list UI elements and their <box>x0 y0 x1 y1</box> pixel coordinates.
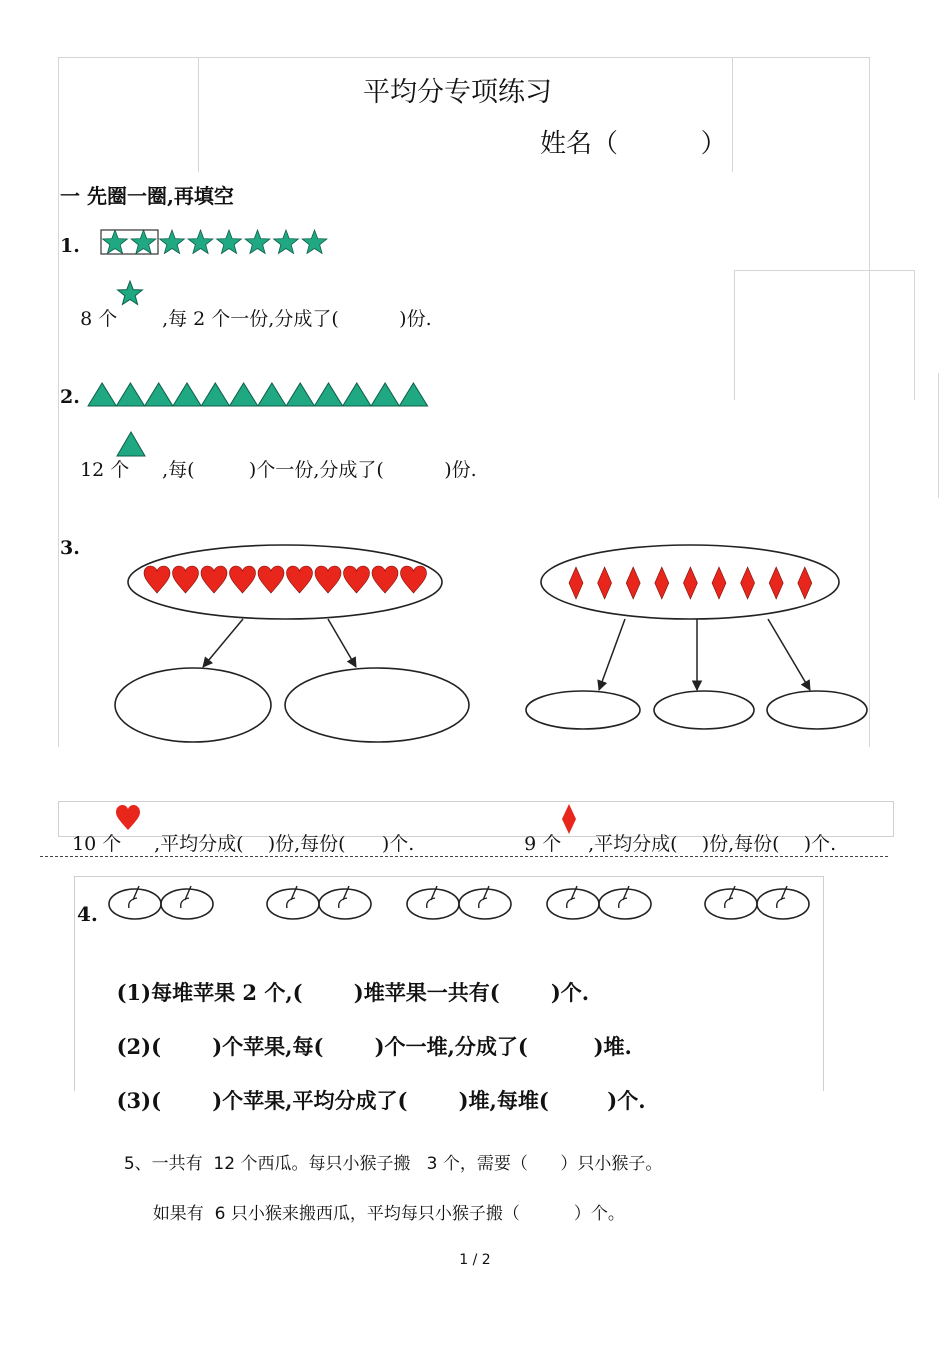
q4-l3-b: )个苹果,平均分成了( <box>212 1088 408 1113</box>
q3-left-b: )份,每份( <box>267 833 346 855</box>
heart-icon <box>230 566 256 593</box>
q3-diamonds-group <box>569 567 812 599</box>
q3-left-a: ,平均分成( <box>154 833 244 855</box>
q4-l2-d: )堆. <box>593 1034 632 1059</box>
q3-right-c: )个. <box>803 833 837 855</box>
apple-icon <box>109 889 161 919</box>
apple-icon <box>757 889 809 919</box>
q1-text-a: ,每 2 个一份,分成了( <box>162 308 339 330</box>
name-close: ） <box>700 129 727 159</box>
diamond-icon <box>798 567 812 599</box>
q4-l3-d: )个. <box>607 1088 646 1113</box>
apple-icon <box>705 889 757 919</box>
q3-answer-ellipse-2 <box>285 668 469 742</box>
diamond-icon <box>569 567 583 599</box>
q1-number: 1. <box>60 235 80 257</box>
q3-left-count: 10 个 <box>72 833 122 855</box>
page-title: 平均分专项练习 <box>363 77 552 108</box>
q2-text-c: )份. <box>444 459 477 481</box>
q3-arrow-left-1 <box>203 619 243 667</box>
diamond-icon <box>683 567 697 599</box>
q1-text-b: )份. <box>399 308 432 330</box>
q4-l3-a: (3)( <box>116 1088 162 1113</box>
q3-answer-ellipse-5 <box>767 691 867 729</box>
q4-apples-row <box>100 880 820 925</box>
heart-icon <box>201 566 227 593</box>
diamond-icon <box>769 567 783 599</box>
q3-answer-ellipse-4 <box>654 691 754 729</box>
q2-text-b: )个一份,分成了( <box>248 459 384 481</box>
heart-icon <box>144 566 170 593</box>
q4-l2-a: (2)( <box>116 1034 162 1059</box>
apple-icon <box>459 889 511 919</box>
heart-icon <box>401 566 427 593</box>
name-label: 姓名（ <box>540 129 619 159</box>
q3-hearts-ellipse <box>128 545 442 619</box>
heart-icon <box>258 566 284 593</box>
q5-line2-b: ）个。 <box>573 1204 625 1224</box>
heart-icon <box>315 566 341 593</box>
q3-answer-ellipse-3 <box>526 691 640 729</box>
q2-number: 2. <box>60 386 80 408</box>
q4-l1-a: (1)每堆苹果 2 个,( <box>116 980 303 1005</box>
q3-heart-icon <box>116 805 140 831</box>
page-number: 1 / 2 <box>459 1252 491 1268</box>
divider-dashed <box>40 856 888 857</box>
q4-number: 4. <box>77 902 98 926</box>
q4-l2-c: )个一堆,分成了( <box>374 1034 528 1059</box>
q3-arrow-left-2 <box>328 619 356 667</box>
apple-icon <box>319 889 371 919</box>
q2-text-a: ,每( <box>162 459 195 481</box>
q3-right-b: )份,每份( <box>701 833 780 855</box>
section-heading: 一 先圈一圈,再填空 <box>60 184 234 208</box>
q4-l1-c: )个. <box>550 980 590 1005</box>
diamond-icon <box>741 567 755 599</box>
apple-icon <box>547 889 599 919</box>
q1-count: 8 个 <box>80 308 118 330</box>
q3-answer-ellipse-1 <box>115 668 271 742</box>
heart-icon <box>287 566 313 593</box>
apple-icon <box>161 889 213 919</box>
apple-icon <box>407 889 459 919</box>
q3-arrow-right-3 <box>768 619 810 690</box>
heart-icon <box>372 566 398 593</box>
q4-l2-b: )个苹果,每( <box>212 1034 324 1059</box>
q3-hearts-group <box>144 566 427 593</box>
diamond-icon <box>655 567 669 599</box>
q2-count: 12 个 <box>80 459 130 481</box>
apple-icon <box>267 889 319 919</box>
q5-line1-a: 5、一共有 12 个西瓜。每只小猴子搬 3 个，需要（ <box>123 1154 528 1174</box>
diamond-icon <box>598 567 612 599</box>
q3-arrow-right-1 <box>599 619 625 690</box>
diamond-icon <box>712 567 726 599</box>
q3-diamond-icon <box>561 804 577 834</box>
apple-icon <box>599 889 651 919</box>
q5-line2-a: 如果有 6 只小猴来搬西瓜，平均每只小猴子搬（ <box>152 1204 520 1224</box>
diamond-icon <box>626 567 640 599</box>
heart-icon <box>344 566 370 593</box>
q3-right-a: ,平均分成( <box>588 833 678 855</box>
q4-l1-b: )堆苹果一共有( <box>353 980 500 1005</box>
q3-right-count: 9 个 <box>524 833 562 855</box>
q4-l3-c: )堆,每堆( <box>458 1088 549 1113</box>
q3-number: 3. <box>60 537 80 559</box>
q3-left-c: )个. <box>381 833 415 855</box>
heart-icon <box>173 566 199 593</box>
q5-line1-b: ）只小猴子。 <box>560 1154 663 1174</box>
